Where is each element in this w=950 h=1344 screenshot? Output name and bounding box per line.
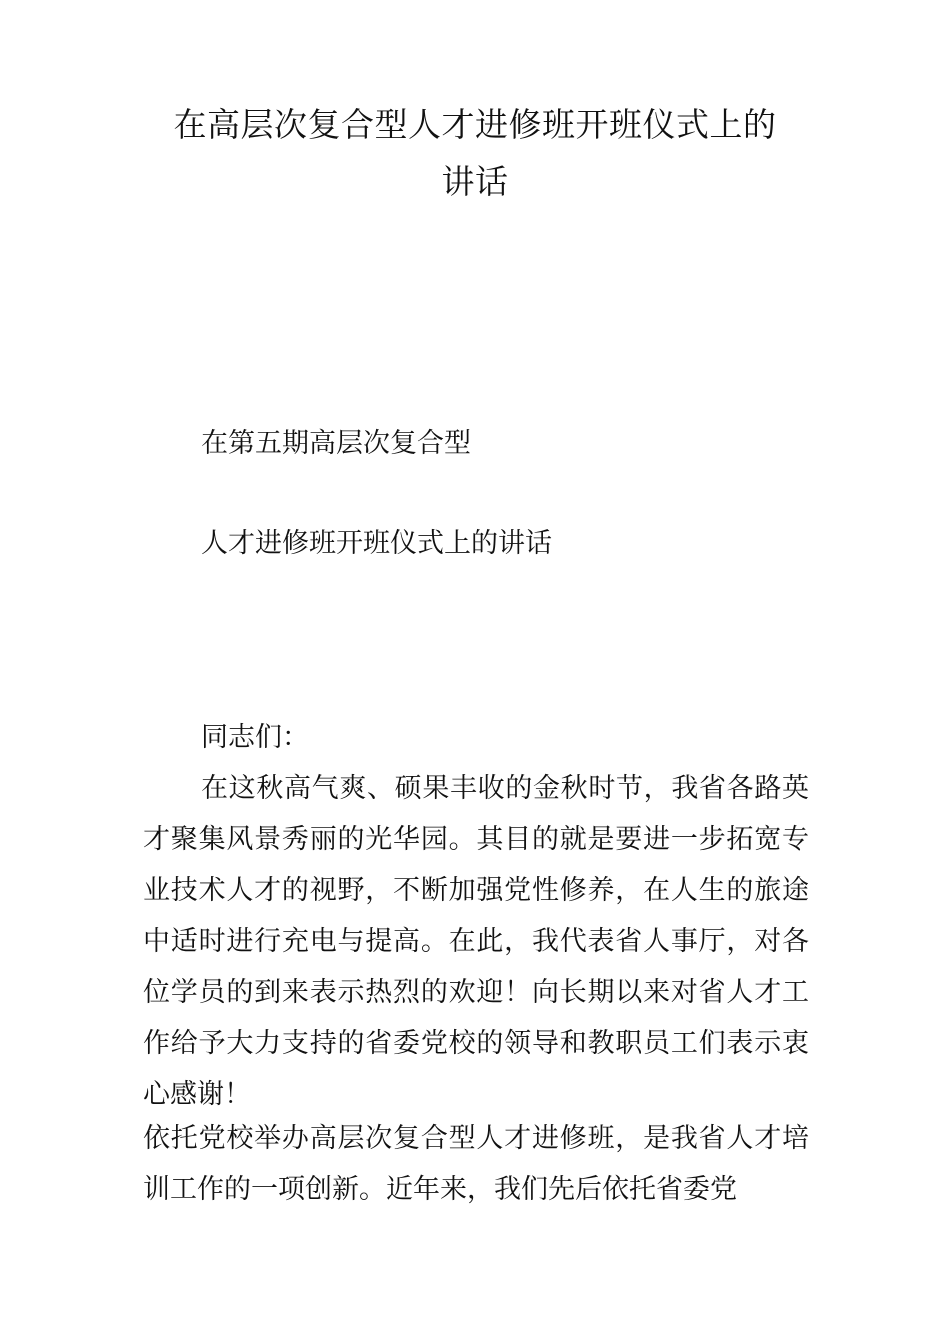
- title-line-1: 在高层次复合型人才进修班开班仪式上的: [173, 105, 777, 144]
- body-paragraph-1: 在这秋高气爽、硕果丰收的金秋时节，我省各路英才聚集风景秀丽的光华园。其目的就是要进一步拓宽专业技术人才的视野，不断加强党性修养，在人生的旅途中适时进行充电与提高。在此，我代表省人事厅，对各位学员的到来表示热烈的欢迎！向长期以来对省人才工作给予大力支持的省委党校的领导和教职员工们表示衷心感谢！: [143, 773, 809, 1110]
- document-title: [0, 96, 950, 210]
- body-paragraph-2: 依托党校举办高层次复合型人才进修班，是我省人才培训工作的一项创新。近年来，我们先后依托省委党: [143, 1123, 809, 1205]
- subtitle-line-2: 人才进修班开班仪式上的讲话: [201, 528, 552, 559]
- subtitle-line-1: 在第五期高层次复合型: [201, 428, 471, 459]
- title-line-2: 讲话: [441, 162, 509, 201]
- salutation: 同志们：: [201, 722, 309, 753]
